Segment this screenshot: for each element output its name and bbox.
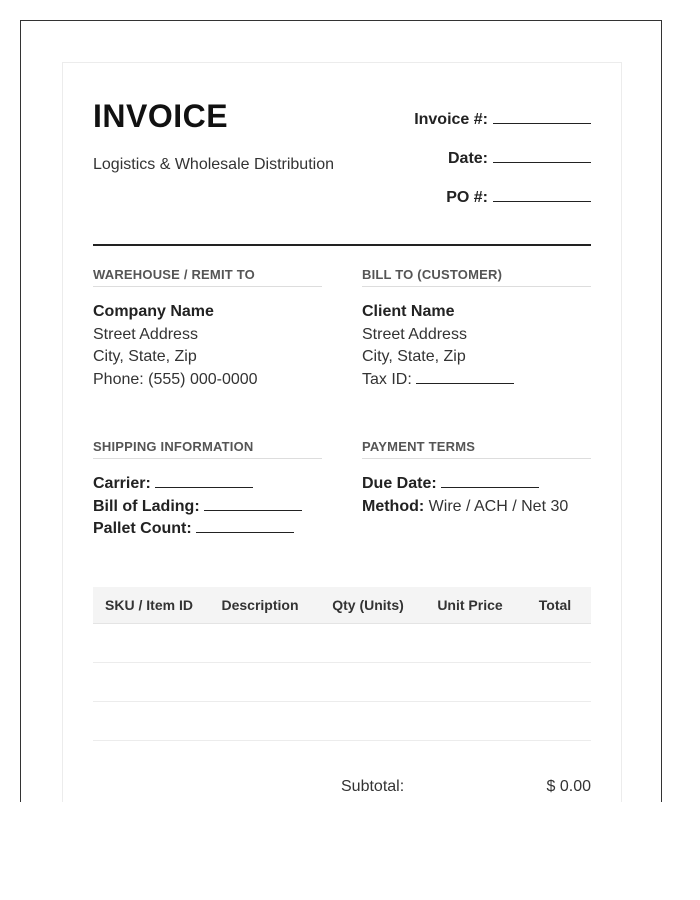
carrier-row [93,473,322,496]
warehouse-city: City, State, Zip [93,348,197,365]
pallet-count-blank [196,518,294,533]
invoice-number-label: Invoice #: [414,111,488,128]
shipping-section [93,439,322,541]
invoice-sheet [62,62,622,802]
line-items-table [93,587,591,741]
invoice-title: INVOICE [93,98,229,134]
payment-section [362,439,591,518]
pallet-count-label: Pallet Count: [93,520,192,537]
po-number-label: PO #: [446,189,488,206]
company-tagline: Logistics & Wholesale Distribution [93,156,334,173]
invoice-number-row [351,109,591,148]
bill-of-lading-blank [204,496,302,511]
due-date-blank [441,473,539,488]
bill-of-lading-label: Bill of Lading: [93,497,200,515]
column-header-description: Description [205,587,315,624]
bill-of-lading-row [93,496,322,519]
carrier-label: Carrier: [93,475,151,492]
bill-to-tax-row [362,369,591,392]
due-date-row [362,473,591,496]
column-header-qty: Qty (Units) [315,587,421,624]
subtotal-label: Subtotal: [341,778,405,795]
invoice-date-row [351,148,591,187]
table-row [93,624,591,663]
header-divider [93,244,591,246]
warehouse-company: Company Name [93,303,214,320]
column-header-sku: SKU / Item ID [93,587,205,624]
bill-to-heading: BILL TO (CUSTOMER) [362,267,591,287]
carrier-blank [155,473,253,488]
due-date-label: Due Date: [362,475,437,492]
document-viewport[interactable] [20,20,662,802]
payment-method-row [362,496,591,519]
column-header-total: Total [519,587,591,624]
subtotal-row [341,778,591,796]
table-row [93,702,591,741]
invoice-meta [351,109,591,226]
payment-method-label: Method: [362,497,425,515]
warehouse-section [93,267,322,391]
bill-to-section [362,267,591,391]
column-header-unit-price: Unit Price [421,587,519,624]
pallet-count-row [93,518,322,541]
shipping-heading: SHIPPING INFORMATION [93,439,322,459]
tax-id-blank [416,369,514,384]
payment-method-value: Wire / ACH / Net 30 [428,497,569,515]
bill-to-street: Street Address [362,325,467,343]
po-number-row [351,187,591,226]
tax-id-label: Tax ID: [362,370,412,388]
invoice-number-blank [493,109,591,124]
subtotal-value: $ 0.00 [546,778,591,795]
bill-to-city: City, State, Zip [362,348,466,365]
table-row [93,663,591,702]
bill-to-client: Client Name [362,303,455,320]
payment-heading: PAYMENT TERMS [362,439,591,459]
table-header-row [93,587,591,624]
po-number-blank [493,187,591,202]
invoice-date-label: Date: [447,150,488,167]
warehouse-heading: WAREHOUSE / REMIT TO [93,267,322,287]
invoice-date-blank [493,148,591,163]
warehouse-street: Street Address [93,325,198,343]
warehouse-phone: Phone: (555) 000-0000 [93,370,258,388]
